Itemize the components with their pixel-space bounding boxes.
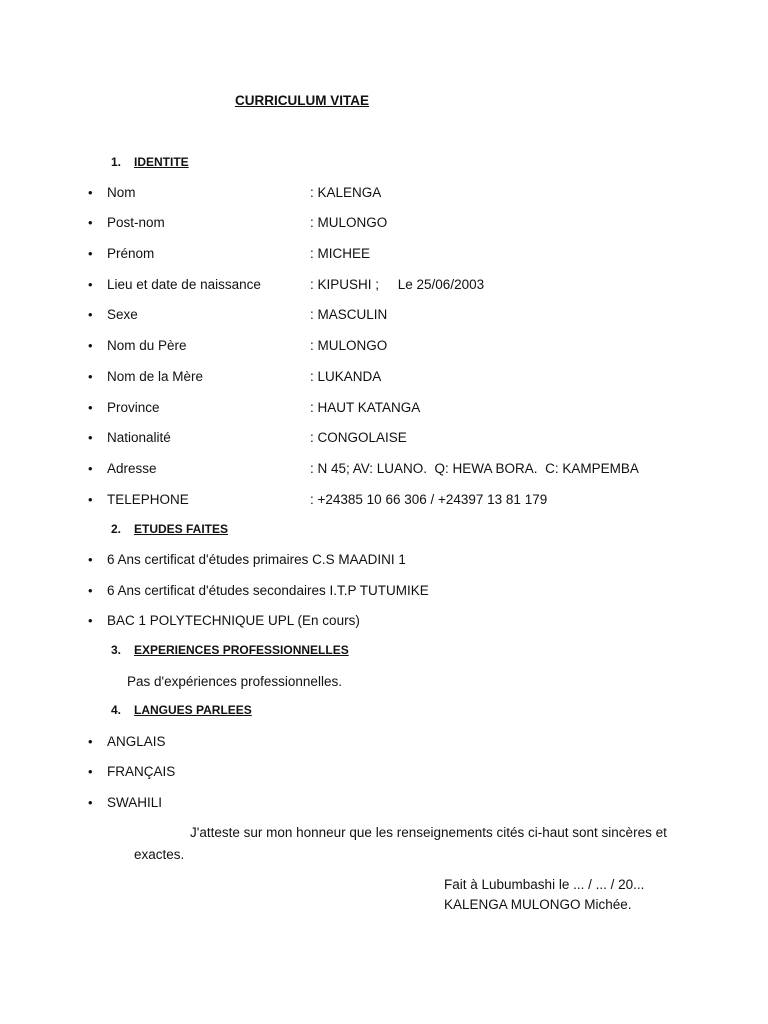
- section-title-experiences: EXPERIENCES PROFESSIONNELLES: [134, 643, 349, 657]
- signature-place: Fait à Lubumbashi le ... / ... / 20...: [444, 877, 645, 892]
- bullet-icon: •: [88, 185, 93, 200]
- study-item: BAC 1 POLYTECHNIQUE UPL (En cours): [107, 613, 360, 628]
- identity-label: Nom du Père: [107, 338, 187, 353]
- bullet-icon: •: [88, 613, 93, 628]
- bullet-icon: •: [88, 492, 93, 507]
- bullet-icon: •: [88, 461, 93, 476]
- section-title-langues: LANGUES PARLEES: [134, 703, 252, 717]
- page-title: CURRICULUM VITAE: [235, 93, 369, 108]
- identity-value: : CONGOLAISE: [310, 430, 407, 445]
- identity-label: Nom: [107, 185, 136, 200]
- bullet-icon: •: [88, 734, 93, 749]
- identity-value: : LUKANDA: [310, 369, 382, 384]
- study-item: 6 Ans certificat d'études primaires C.S MAADINI 1: [107, 552, 406, 567]
- identity-value: : MICHEE: [310, 246, 371, 261]
- identity-value: : MULONGO: [310, 215, 388, 230]
- identity-value: : KALENGA: [310, 185, 382, 200]
- identity-label: Prénom: [107, 246, 155, 261]
- language-item: FRANÇAIS: [107, 764, 176, 779]
- identity-value: : N 45; AV: LUANO. Q: HEWA BORA. C: KAMPEMBA: [310, 461, 639, 476]
- bullet-icon: •: [88, 246, 93, 261]
- section-number-etudes: 2.: [111, 522, 122, 536]
- section-title-identite: IDENTITE: [134, 155, 189, 169]
- bullet-icon: •: [88, 795, 93, 810]
- identity-label: Province: [107, 400, 160, 415]
- bullet-icon: •: [88, 338, 93, 353]
- language-item: ANGLAIS: [107, 734, 166, 749]
- signature-name: KALENGA MULONGO Michée.: [444, 897, 632, 912]
- identity-label: Post-nom: [107, 215, 165, 230]
- bullet-icon: •: [88, 307, 93, 322]
- study-item: 6 Ans certificat d'études secondaires I.T.P TUTUMIKE: [107, 583, 429, 598]
- identity-label: Nationalité: [107, 430, 171, 445]
- identity-value: : MASCULIN: [310, 307, 388, 322]
- bullet-icon: •: [88, 277, 93, 292]
- bullet-icon: •: [88, 369, 93, 384]
- section-title-etudes: ETUDES FAITES: [134, 522, 229, 536]
- bullet-icon: •: [88, 430, 93, 445]
- identity-label: TELEPHONE: [107, 492, 189, 507]
- identity-label: Lieu et date de naissance: [107, 277, 261, 292]
- identity-value: : MULONGO: [310, 338, 388, 353]
- section-number-experiences: 3.: [111, 643, 122, 657]
- identity-value: : KIPUSHI ; Le 25/06/2003: [310, 277, 485, 292]
- identity-value: : HAUT KATANGA: [310, 400, 421, 415]
- attestation-line-2: exactes.: [134, 847, 185, 862]
- bullet-icon: •: [88, 400, 93, 415]
- bullet-icon: •: [88, 215, 93, 230]
- identity-value: : +24385 10 66 306 / +24397 13 81 179: [310, 492, 548, 507]
- section-number-identite: 1.: [111, 155, 122, 169]
- identity-label: Sexe: [107, 307, 138, 322]
- bullet-icon: •: [88, 583, 93, 598]
- bullet-icon: •: [88, 764, 93, 779]
- experience-text: Pas d'expériences professionnelles.: [127, 674, 342, 689]
- identity-label: Adresse: [107, 461, 157, 476]
- bullet-icon: •: [88, 552, 93, 567]
- attestation-line-1: J'atteste sur mon honneur que les renseignements cités ci-haut sont sincères et: [190, 825, 667, 840]
- section-number-langues: 4.: [111, 703, 122, 717]
- language-item: SWAHILI: [107, 795, 163, 810]
- identity-label: Nom de la Mère: [107, 369, 204, 384]
